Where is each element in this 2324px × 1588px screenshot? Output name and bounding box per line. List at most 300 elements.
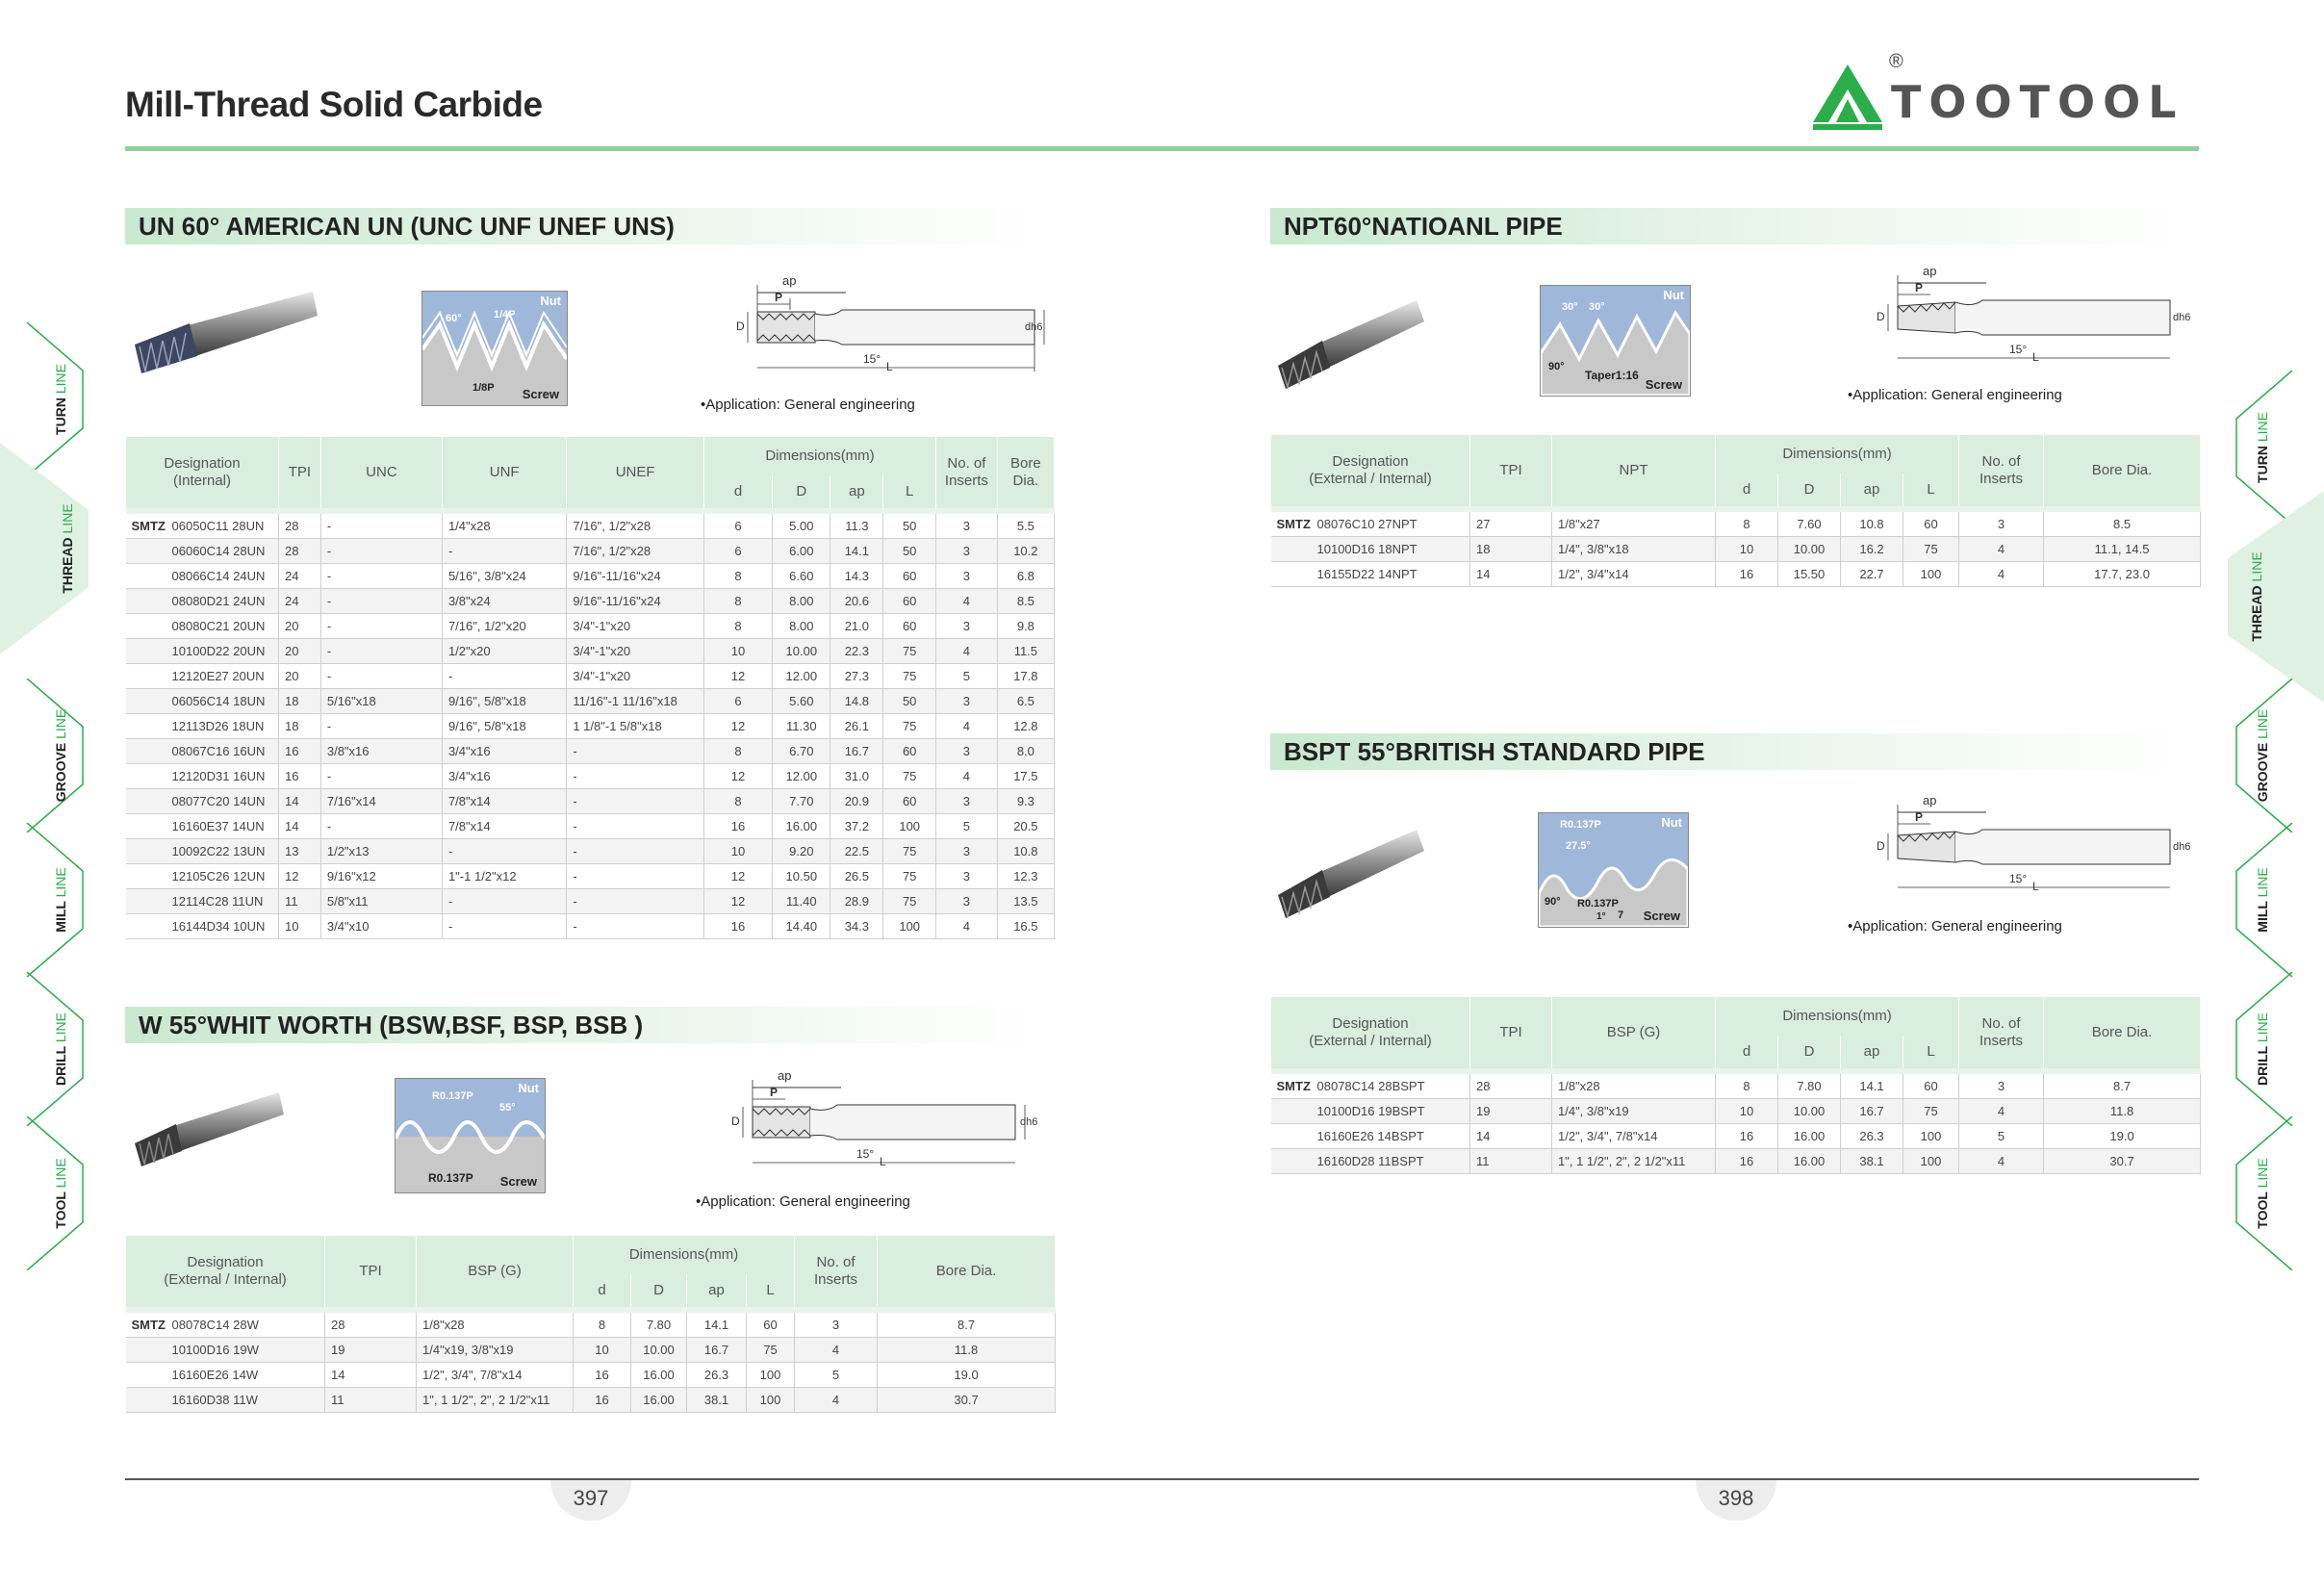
designation-code: 12113D26 18UN <box>171 719 265 733</box>
table-cell: 8.5 <box>997 589 1054 614</box>
bspt-dimension-drawing <box>1857 791 2194 897</box>
drawing-p-label: P <box>1915 281 1924 295</box>
table-cell: 9.20 <box>773 839 830 864</box>
table-cell: 75 <box>883 764 936 789</box>
table-cell: 26.3 <box>1841 1124 1903 1149</box>
table-cell: 14.8 <box>830 689 883 714</box>
bspt-application-note: •Application: General engineering <box>1848 918 2062 935</box>
table-cell: 18 <box>279 714 321 739</box>
table-cell: 8 <box>1716 512 1778 537</box>
profile-pitch-top-label: 1/4P <box>494 309 516 320</box>
drawing-ap-label: ap <box>1923 793 1937 807</box>
table-cell: 10 <box>574 1338 631 1363</box>
un-section-title: UN 60° AMERICAN UN (UNC UNF UNEF UNS) <box>125 208 1039 244</box>
table-cell: 26.3 <box>687 1363 747 1388</box>
table-cell: - <box>442 839 566 864</box>
table-cell: - <box>320 764 442 789</box>
tab-word: DRILL <box>53 1046 68 1086</box>
side-tab-drill-left[interactable] <box>33 982 89 1116</box>
table-cell: 4 <box>936 639 998 664</box>
table-cell: 3 <box>1959 1074 2044 1099</box>
registered-mark: ® <box>1889 51 1903 72</box>
npt-application-note: •Application: General engineering <box>1848 387 2062 403</box>
col-ap: ap <box>830 475 883 508</box>
table-cell: 16.00 <box>1778 1149 1841 1174</box>
table-cell: 20.9 <box>830 789 883 814</box>
table-cell: 11.1, 14.5 <box>2044 537 2201 562</box>
tab-word: DRILL <box>2255 1046 2270 1086</box>
table-cell: 28.9 <box>830 889 883 914</box>
designation-cell <box>126 1388 325 1413</box>
table-cell: 7/16", 1/2"x28 <box>567 514 704 539</box>
designation-code: 06060C14 28UN <box>171 544 266 558</box>
table-cell: 3 <box>936 614 998 639</box>
designation-code: 08076C10 27NPT <box>1316 517 1417 531</box>
drawing-l-label: L <box>2032 350 2039 364</box>
table-cell: 11.3 <box>830 514 883 539</box>
designation-prefix: SMTZ <box>131 1318 166 1332</box>
table-cell: - <box>320 714 442 739</box>
table-cell: 26.5 <box>830 864 883 889</box>
table-cell: 26.1 <box>830 714 883 739</box>
designation-cell <box>126 839 279 864</box>
table-cell: - <box>567 789 704 814</box>
table-cell: 3 <box>1959 512 2044 537</box>
table-row <box>1271 1124 2201 1149</box>
table-row <box>126 739 1055 764</box>
table-cell: 50 <box>883 689 936 714</box>
table-cell: 10.8 <box>1841 512 1903 537</box>
table-cell: 9/16"-11/16"x24 <box>567 589 704 614</box>
table-row <box>126 514 1055 539</box>
designation-cell <box>126 739 279 764</box>
profile-pitch-bottom-label: 1/8P <box>472 382 495 394</box>
designation-code: 16160E26 14BSPT <box>1316 1129 1424 1143</box>
table-cell: 5 <box>795 1363 878 1388</box>
col-bsp: BSP (G) <box>417 1236 574 1307</box>
col-designation-sub: (External / Internal) <box>1309 1033 1432 1049</box>
col-bsp: BSP (G) <box>1552 997 1716 1068</box>
table-cell: 14.1 <box>1841 1074 1903 1099</box>
side-tab-thread-left[interactable] <box>0 443 89 654</box>
col-dimensions: Dimensions(mm) <box>703 437 935 475</box>
un-dimension-drawing <box>717 271 1054 377</box>
drawing-d-label: D <box>1877 839 1885 853</box>
col-inserts: No. of Inserts <box>1959 435 2044 506</box>
side-tab-mill-left[interactable] <box>33 832 89 967</box>
table-cell: 8.0 <box>997 739 1054 764</box>
table-cell: 10.00 <box>1778 1099 1841 1124</box>
table-row <box>126 1313 1056 1338</box>
brand-logo <box>1809 53 2199 140</box>
profile-angle-label: 55° <box>499 1102 516 1114</box>
table-row <box>126 764 1055 789</box>
table-cell: 12 <box>703 714 772 739</box>
col-L: L <box>1903 1036 1959 1068</box>
w-section-title: W 55°WHIT WORTH (BSW,BSF, BSP, BSB ) <box>125 1007 1039 1043</box>
table-cell: 16.5 <box>997 914 1054 939</box>
table-cell: 16.00 <box>631 1388 687 1413</box>
drawing-p-label: P <box>770 1086 779 1099</box>
table-cell: 1/4"x28 <box>442 514 566 539</box>
designation-prefix: SMTZ <box>1276 1079 1311 1093</box>
w-thread-profile <box>395 1078 546 1193</box>
page-number-right: 398 <box>1696 1480 1776 1521</box>
un-spec-table <box>125 437 1055 939</box>
table-cell: 100 <box>1903 1124 1959 1149</box>
table-cell: - <box>320 564 442 589</box>
table-cell: 3/4"x16 <box>442 764 566 789</box>
tool-drawing-graphic <box>717 271 1054 377</box>
tab-word: TURN <box>53 397 68 435</box>
designation-cell <box>126 714 279 739</box>
table-row <box>126 889 1055 914</box>
profile-radius-bottom-label: R0.137P <box>428 1171 473 1185</box>
designation-code: 06056C14 18UN <box>171 694 266 708</box>
table-cell: 6.8 <box>997 564 1054 589</box>
table-cell: 3 <box>936 864 998 889</box>
table-cell: 16 <box>1716 1124 1778 1149</box>
designation-code: 08080C21 20UN <box>171 619 266 633</box>
col-designation-sub: (External / Internal) <box>1309 471 1432 487</box>
table-cell: 100 <box>1903 562 1959 587</box>
col-inserts: No. of Inserts <box>795 1236 878 1307</box>
table-cell: 100 <box>1903 1149 1959 1174</box>
table-row <box>1271 562 2201 587</box>
table-cell: 11/16"-1 11/16"x18 <box>567 689 704 714</box>
col-tpi: TPI <box>279 437 321 508</box>
table-cell: 17.7, 23.0 <box>2044 562 2201 587</box>
table-cell: 100 <box>747 1388 795 1413</box>
table-cell: 34.3 <box>830 914 883 939</box>
un-application-note: •Application: General engineering <box>701 397 915 413</box>
table-cell: 16 <box>1716 1149 1778 1174</box>
page-title: Mill-Thread Solid Carbide <box>125 85 543 124</box>
profile-radius-bottom-label: R0.137P <box>1577 898 1619 909</box>
table-cell: 10.00 <box>631 1338 687 1363</box>
table-cell: 18 <box>1470 537 1552 562</box>
table-cell: 16.2 <box>1841 537 1903 562</box>
table-cell: 12 <box>703 889 772 914</box>
table-cell: - <box>567 914 704 939</box>
table-cell: 21.0 <box>830 614 883 639</box>
side-tab-groove-left[interactable] <box>33 688 89 823</box>
designation-code: 16160D38 11W <box>171 1393 258 1407</box>
table-cell: 22.3 <box>830 639 883 664</box>
table-cell: 10 <box>279 914 321 939</box>
tab-suffix: LINE <box>2255 412 2270 443</box>
table-cell: 16.00 <box>631 1363 687 1388</box>
table-cell: 37.2 <box>830 814 883 839</box>
table-cell: 4 <box>936 714 998 739</box>
table-cell: 38.1 <box>687 1388 747 1413</box>
npt-thread-profile <box>1540 285 1691 397</box>
table-cell: 6 <box>703 689 772 714</box>
table-cell: 12 <box>703 764 772 789</box>
designation-cell <box>126 764 279 789</box>
table-cell: 5 <box>936 664 998 689</box>
col-designation-sub: (External / Internal) <box>164 1271 287 1288</box>
table-cell: 6 <box>703 539 772 564</box>
designation-code: 10100D16 18NPT <box>1316 542 1417 556</box>
designation-cell <box>126 689 279 714</box>
table-cell: 19 <box>325 1338 417 1363</box>
table-cell: 19.0 <box>878 1363 1056 1388</box>
table-cell: 60 <box>1903 1074 1959 1099</box>
profile-nut-label: Nut <box>1663 288 1684 302</box>
table-cell: 24 <box>279 589 321 614</box>
col-designation <box>1271 435 1470 506</box>
designation-code: 10092C22 13UN <box>171 844 266 858</box>
tab-word: TURN <box>2255 446 2270 483</box>
table-cell: 7/16"x14 <box>320 789 442 814</box>
table-cell: 3/4"-1"x20 <box>567 614 704 639</box>
table-cell: 18 <box>279 689 321 714</box>
table-row <box>126 1338 1056 1363</box>
table-row <box>126 1363 1056 1388</box>
table-cell: 9/16", 5/8"x18 <box>442 714 566 739</box>
designation-cell <box>126 1338 325 1363</box>
side-tab-tool-left[interactable] <box>33 1126 89 1261</box>
table-cell: 100 <box>883 814 936 839</box>
designation-cell <box>126 539 279 564</box>
profile-nut-label: Nut <box>518 1081 539 1095</box>
tab-word: MILL <box>2255 901 2270 933</box>
drawing-angle-label: 15° <box>863 352 881 366</box>
table-cell: 3/4"x16 <box>442 739 566 764</box>
table-cell: 4 <box>1959 562 2044 587</box>
col-designation <box>126 1236 325 1307</box>
tab-suffix: LINE <box>60 503 75 534</box>
table-cell: 16.7 <box>1841 1099 1903 1124</box>
tab-word: GROOVE <box>53 742 68 803</box>
table-cell: 16 <box>1716 562 1778 587</box>
tab-suffix: LINE <box>2249 551 2264 582</box>
table-cell: 12.00 <box>773 664 830 689</box>
table-cell: 1/2", 3/4"x14 <box>1552 562 1716 587</box>
drawing-angle-label: 15° <box>856 1147 875 1161</box>
designation-code: 16155D22 14NPT <box>1316 567 1417 581</box>
table-cell: 5/16", 3/8"x24 <box>442 564 566 589</box>
col-bore: Bore Dia. <box>878 1236 1056 1307</box>
bspt-spec-table <box>1270 997 2201 1174</box>
table-cell: 1/2", 3/4", 7/8"x14 <box>1552 1124 1716 1149</box>
profile-angle-label: 27.5° <box>1566 840 1591 852</box>
table-cell: 3 <box>936 789 998 814</box>
col-tpi: TPI <box>325 1236 417 1307</box>
profile-screw-label: Screw <box>1643 909 1680 923</box>
side-tab-mill-right[interactable] <box>2235 832 2290 967</box>
designation-code: 10100D16 19W <box>171 1343 259 1357</box>
table-cell: 1", 1 1/2", 2", 2 1/2"x11 <box>417 1388 574 1413</box>
table-cell: 5.00 <box>773 514 830 539</box>
col-designation-label: Designation <box>187 1254 264 1270</box>
table-cell: 3/4"-1"x20 <box>567 664 704 689</box>
col-ap: ap <box>687 1274 747 1307</box>
table-cell: 4 <box>795 1388 878 1413</box>
col-bore: Bore Dia. <box>997 437 1054 508</box>
table-cell: 10 <box>703 839 772 864</box>
table-cell: - <box>442 664 566 689</box>
logo-mark-icon <box>1809 61 1886 138</box>
table-cell: 3/8"x24 <box>442 589 566 614</box>
table-cell: 14 <box>279 789 321 814</box>
table-cell: 27.3 <box>830 664 883 689</box>
table-cell: - <box>320 664 442 689</box>
table-cell: 10.2 <box>997 539 1054 564</box>
table-cell: 75 <box>883 714 936 739</box>
designation-code: 08077C20 14UN <box>171 794 266 808</box>
table-cell: 9.8 <box>997 614 1054 639</box>
profile-screw-label: Screw <box>499 1174 537 1189</box>
table-cell: 75 <box>1903 1099 1959 1124</box>
col-unef: UNEF <box>567 437 704 508</box>
table-cell: 17.8 <box>997 664 1054 689</box>
table-cell: 75 <box>883 639 936 664</box>
tab-suffix: LINE <box>53 708 68 739</box>
table-cell: 1/4", 3/8"x19 <box>1552 1099 1716 1124</box>
col-ap: ap <box>1841 1036 1903 1068</box>
col-d: d <box>1716 1036 1778 1068</box>
table-cell: 15.50 <box>1778 562 1841 587</box>
profile-radius-top-label: R0.137P <box>1560 819 1601 831</box>
table-cell: 4 <box>1959 537 2044 562</box>
table-cell: - <box>320 639 442 664</box>
table-cell: 16.00 <box>1778 1124 1841 1149</box>
table-cell: 11 <box>325 1388 417 1413</box>
designation-prefix: SMTZ <box>1276 517 1311 531</box>
col-ap: ap <box>1841 474 1903 506</box>
table-cell: - <box>320 539 442 564</box>
table-cell: 28 <box>325 1313 417 1338</box>
table-row <box>126 814 1055 839</box>
side-tab-drill-right[interactable] <box>2235 982 2290 1116</box>
col-designation <box>1271 997 1470 1068</box>
table-cell: 1 1/8"-1 5/8"x18 <box>567 714 704 739</box>
table-cell: 16.7 <box>830 739 883 764</box>
w-spec-table <box>125 1236 1056 1413</box>
table-cell: 7.80 <box>1778 1074 1841 1099</box>
col-inserts: No. of Inserts <box>936 437 998 508</box>
col-L: L <box>1903 474 1959 506</box>
col-npt: NPT <box>1552 435 1716 506</box>
profile-seven-label: 7 <box>1618 909 1624 921</box>
drawing-ap-label: ap <box>782 273 797 288</box>
table-cell: - <box>567 839 704 864</box>
page-number-left: 397 <box>550 1480 631 1521</box>
table-cell: 1/2"x13 <box>320 839 442 864</box>
npt-table-body <box>1271 512 2201 587</box>
designation-cell <box>126 914 279 939</box>
table-row <box>126 539 1055 564</box>
col-tpi: TPI <box>1470 997 1552 1068</box>
designation-code: 16144D34 10UN <box>171 919 266 934</box>
designation-code: 10100D16 19BSPT <box>1316 1104 1425 1118</box>
designation-code: 10100D22 20UN <box>171 644 266 658</box>
table-cell: 16 <box>703 814 772 839</box>
drawing-dh6-label: dh6 <box>1020 1116 1038 1128</box>
tab-word: THREAD <box>60 537 75 594</box>
table-cell: 1/4"x19, 3/8"x19 <box>417 1338 574 1363</box>
un-thread-profile <box>421 291 568 406</box>
table-cell: 3 <box>936 564 998 589</box>
drawing-l-label: L <box>2032 880 2039 893</box>
col-dimensions: Dimensions(mm) <box>1716 997 1959 1036</box>
table-cell: 5.5 <box>997 514 1054 539</box>
tab-suffix: LINE <box>2255 867 2270 898</box>
drawing-d-label: D <box>731 1114 740 1128</box>
table-cell: 10 <box>1716 537 1778 562</box>
drawing-d-label: D <box>736 320 745 333</box>
col-dimensions: Dimensions(mm) <box>1716 435 1959 474</box>
table-cell: 38.1 <box>1841 1149 1903 1174</box>
table-cell: - <box>567 739 704 764</box>
designation-code: 16160D28 11BSPT <box>1316 1154 1424 1168</box>
table-cell: 8 <box>703 739 772 764</box>
table-cell: - <box>442 914 566 939</box>
table-cell: 16 <box>574 1363 631 1388</box>
table-cell: 8 <box>703 564 772 589</box>
drawing-dh6-label: dh6 <box>2173 841 2191 853</box>
designation-code: 16160E37 14UN <box>171 819 265 833</box>
table-cell: 75 <box>883 664 936 689</box>
table-cell: 1/2", 3/4", 7/8"x14 <box>417 1363 574 1388</box>
col-L: L <box>747 1274 795 1307</box>
table-cell: 3 <box>795 1313 878 1338</box>
profile-nut-label: Nut <box>1661 815 1682 830</box>
side-tab-thread-right[interactable] <box>2228 491 2324 703</box>
table-cell: 1/4", 3/8"x18 <box>1552 537 1716 562</box>
table-cell: 60 <box>747 1313 795 1338</box>
table-row <box>126 664 1055 689</box>
npt-section-title: NPT60°NATIOANL PIPE <box>1270 208 2184 244</box>
table-cell: 100 <box>883 914 936 939</box>
designation-cell <box>1271 537 1470 562</box>
table-cell: 5 <box>936 814 998 839</box>
table-cell: 14.1 <box>830 539 883 564</box>
table-cell: 8.5 <box>2044 512 2201 537</box>
table-cell: 60 <box>1903 512 1959 537</box>
table-cell: 7.70 <box>773 789 830 814</box>
table-cell: 10.50 <box>773 864 830 889</box>
drawing-p-label: P <box>775 291 783 304</box>
table-cell: 7.60 <box>1778 512 1841 537</box>
table-cell: 1/8"x28 <box>417 1313 574 1338</box>
npt-spec-table <box>1270 435 2201 587</box>
table-cell: 100 <box>747 1363 795 1388</box>
table-cell: 3 <box>936 889 998 914</box>
side-tab-groove-right[interactable] <box>2235 688 2290 823</box>
table-cell: 8.7 <box>878 1313 1056 1338</box>
table-row <box>126 914 1055 939</box>
table-cell: 60 <box>883 789 936 814</box>
side-tab-tool-right[interactable] <box>2235 1126 2290 1261</box>
table-cell: 3 <box>936 839 998 864</box>
table-cell: 12 <box>703 864 772 889</box>
table-cell: 60 <box>883 614 936 639</box>
table-cell: 1/8"x27 <box>1552 512 1716 537</box>
tab-word: GROOVE <box>2255 742 2270 803</box>
table-cell: 5 <box>1959 1124 2044 1149</box>
table-cell: 8.00 <box>773 614 830 639</box>
table-cell: 31.0 <box>830 764 883 789</box>
col-designation-label: Designation <box>164 455 241 472</box>
table-row <box>1271 1149 2201 1174</box>
tab-word: THREAD <box>2249 585 2264 642</box>
col-dimensions: Dimensions(mm) <box>574 1236 795 1274</box>
tab-word: TOOL <box>2255 1191 2270 1229</box>
designation-cell <box>126 614 279 639</box>
